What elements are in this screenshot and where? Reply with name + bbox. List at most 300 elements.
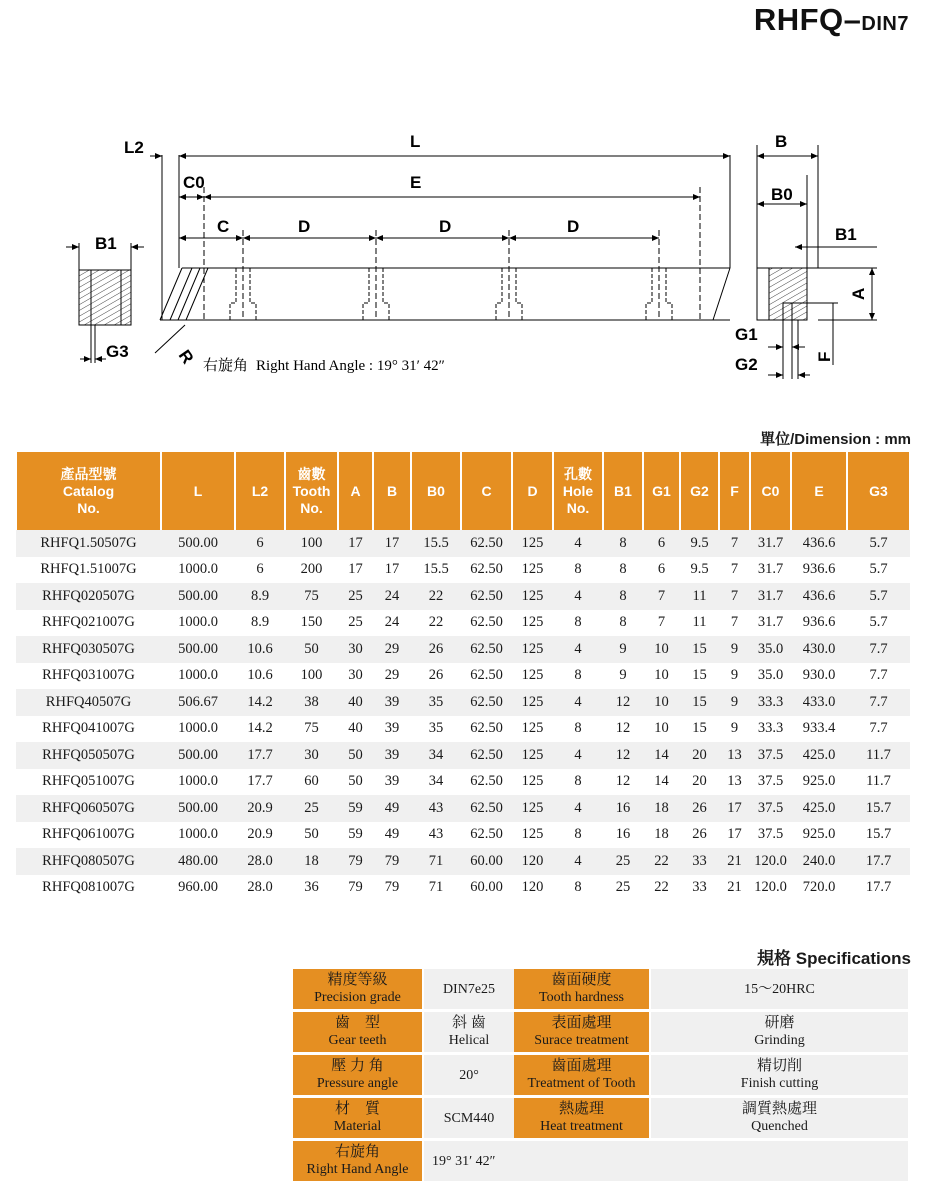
table-cell: 936.6 [791,610,847,637]
table-cell: 9.5 [680,557,719,584]
table-cell: 930.0 [791,663,847,690]
table-cell: 125 [512,769,553,796]
table-cell: 17.7 [235,742,285,769]
spec-table [293,966,908,1184]
table-row [16,530,910,557]
table-cell: 26 [680,795,719,822]
dim-label-b1-right: B1 [835,225,857,244]
table-cell: 125 [512,742,553,769]
table-cell: 11 [680,610,719,637]
table-cell: 240.0 [791,848,847,875]
catalog-number-cell: RHFQ060507G [16,795,161,822]
table-cell: 49 [373,822,411,849]
table-cell: 18 [285,848,338,875]
table-cell: 425.0 [791,742,847,769]
spec-label-gear-teeth: 齒 型 Gear teeth [293,1012,424,1052]
table-cell: 17 [338,557,373,584]
table-cell: 1000.0 [161,610,235,637]
table-cell: 8 [553,557,603,584]
dim-label-b1-left: B1 [95,234,117,253]
table-cell: 35.0 [750,636,791,663]
table-cell: 15.5 [411,530,461,557]
table-cell: 59 [338,795,373,822]
table-cell: 933.4 [791,716,847,743]
dim-label-b0: B0 [771,185,793,204]
table-cell: 7 [719,530,750,557]
dim-label-g3: G3 [106,342,129,361]
specs-heading: 規格 Specifications [757,949,911,968]
table-cell: 7 [719,610,750,637]
spec-row [293,1055,908,1095]
table-cell: 12 [603,742,643,769]
table-row [16,636,910,663]
table-cell: 33.3 [750,716,791,743]
table-cell: 1000.0 [161,769,235,796]
table-cell: 37.5 [750,742,791,769]
table-cell: 8 [553,610,603,637]
table-cell: 49 [373,795,411,822]
spec-value-heat-treatment: 調質熱處理 Quenched [651,1098,908,1138]
table-cell: 20 [680,742,719,769]
table-cell: 7.7 [847,663,910,690]
table-cell: 62.50 [461,663,512,690]
table-cell: 79 [373,875,411,902]
table-cell: 25 [603,875,643,902]
helix-note-en: Right Hand Angle : 19° 31′ 42″ [256,358,445,374]
table-cell: 79 [338,875,373,902]
table-row [16,583,910,610]
table-cell: 39 [373,716,411,743]
unit-label: 單位/Dimension : mm [760,431,911,448]
table-cell: 4 [553,848,603,875]
table-cell: 24 [373,583,411,610]
title-main: RHFQ– [753,2,862,37]
table-cell: 200 [285,557,338,584]
table-cell: 6 [235,530,285,557]
table-cell: 9 [719,663,750,690]
table-row [16,663,910,690]
table-cell: 62.50 [461,610,512,637]
catalog-number-cell: RHFQ081007G [16,875,161,902]
table-cell: 9 [603,636,643,663]
table-row [16,795,910,822]
table-cell: 31.7 [750,610,791,637]
table-cell: 50 [338,769,373,796]
table-cell: 7.7 [847,689,910,716]
table-cell: 4 [553,636,603,663]
dim-label-g2: G2 [735,355,758,374]
table-cell: 125 [512,663,553,690]
title-sub: DIN7 [861,13,909,35]
table-cell: 75 [285,716,338,743]
table-cell: 125 [512,610,553,637]
table-cell: 7 [643,610,680,637]
table-cell: 720.0 [791,875,847,902]
spec-value-tooth-treatment: 精切削 Finish cutting [651,1055,908,1095]
table-cell: 22 [411,583,461,610]
table-cell: 10 [643,716,680,743]
table-cell: 1000.0 [161,663,235,690]
table-cell: 20.9 [235,822,285,849]
catalog-number-cell: RHFQ40507G [16,689,161,716]
table-cell: 39 [373,769,411,796]
table-row [16,875,910,902]
dim-label-b: B [775,132,788,151]
column-header: G3 [847,452,910,530]
column-header: E [791,452,847,530]
spec-label-surface: 表面處理 Surace treatment [514,1012,651,1052]
dim-label-d-2: D [439,217,452,236]
table-cell: 960.00 [161,875,235,902]
catalog-number-cell: RHFQ021007G [16,610,161,637]
table-cell: 40 [338,716,373,743]
spec-label-hardness: 齒面硬度 Tooth hardness [514,969,651,1009]
table-cell: 22 [643,875,680,902]
table-cell: 425.0 [791,795,847,822]
table-row [16,689,910,716]
table-cell: 26 [411,663,461,690]
catalog-number-cell: RHFQ041007G [16,716,161,743]
table-row [16,610,910,637]
table-cell: 9 [719,636,750,663]
table-cell: 125 [512,795,553,822]
table-cell: 1000.0 [161,822,235,849]
table-cell: 62.50 [461,716,512,743]
table-cell: 22 [411,610,461,637]
table-cell: 5.7 [847,530,910,557]
table-cell: 6 [235,557,285,584]
table-cell: 14.2 [235,689,285,716]
table-cell: 33.3 [750,689,791,716]
table-cell: 8 [603,557,643,584]
column-header: L2 [235,452,285,530]
table-cell: 7 [719,557,750,584]
table-cell: 8 [553,822,603,849]
table-cell: 33 [680,875,719,902]
table-cell: 120 [512,848,553,875]
table-cell: 17.7 [847,848,910,875]
table-cell: 8 [553,663,603,690]
table-cell: 16 [603,822,643,849]
dim-label-l: L [410,132,421,151]
table-cell: 17.7 [847,875,910,902]
table-cell: 38 [285,689,338,716]
table-cell: 430.0 [791,636,847,663]
column-header: 產品型號 Catalog No. [16,452,161,530]
table-cell: 14 [643,769,680,796]
table-cell: 50 [285,636,338,663]
table-cell: 500.00 [161,636,235,663]
table-row [16,557,910,584]
table-cell: 100 [285,530,338,557]
left-section-view [79,270,131,325]
spec-value-precision: DIN7e25 [424,969,514,1009]
table-cell: 31.7 [750,583,791,610]
table-cell: 12 [603,769,643,796]
table-cell: 31.7 [750,530,791,557]
table-cell: 6 [643,557,680,584]
table-cell: 10 [643,689,680,716]
table-cell: 15.7 [847,822,910,849]
table-row [16,716,910,743]
dimension-table [15,452,911,901]
table-cell: 100 [285,663,338,690]
table-cell: 433.0 [791,689,847,716]
dim-label-e: E [410,173,422,192]
spec-value-hardness: 15～20HRC [651,969,908,1009]
spec-row [293,1012,908,1052]
table-cell: 125 [512,583,553,610]
table-cell: 20.9 [235,795,285,822]
dim-label-f: F [815,351,834,362]
table-cell: 29 [373,663,411,690]
table-cell: 8 [553,716,603,743]
table-cell: 4 [553,530,603,557]
spec-label-precision: 精度等級 Precision grade [293,969,424,1009]
table-cell: 62.50 [461,583,512,610]
table-cell: 4 [553,583,603,610]
table-cell: 120 [512,875,553,902]
table-cell: 24 [373,610,411,637]
table-cell: 500.00 [161,530,235,557]
table-cell: 79 [338,848,373,875]
spec-value-pressure-angle: 20° [424,1055,514,1095]
table-cell: 925.0 [791,769,847,796]
table-cell: 500.00 [161,742,235,769]
table-cell: 34 [411,769,461,796]
table-cell: 120.0 [750,848,791,875]
table-cell: 925.0 [791,822,847,849]
table-cell: 7.7 [847,636,910,663]
column-header: B [373,452,411,530]
table-cell: 40 [338,689,373,716]
spec-value-material: SCM440 [424,1098,514,1138]
table-cell: 17 [373,530,411,557]
table-cell: 33 [680,848,719,875]
table-cell: 25 [603,848,643,875]
table-cell: 7.7 [847,716,910,743]
table-row [16,769,910,796]
table-cell: 60.00 [461,875,512,902]
table-cell: 15 [680,716,719,743]
spec-label-helix-angle: 右旋角 Right Hand Angle [293,1141,424,1181]
table-cell: 8 [553,769,603,796]
table-cell: 15 [680,689,719,716]
table-cell: 62.50 [461,769,512,796]
column-header: G2 [680,452,719,530]
table-cell: 9 [719,689,750,716]
page-title [754,2,909,38]
table-cell: 50 [285,822,338,849]
column-header: F [719,452,750,530]
table-cell: 62.50 [461,742,512,769]
table-cell: 62.50 [461,557,512,584]
table-cell: 25 [285,795,338,822]
table-cell: 13 [719,742,750,769]
table-cell: 15 [680,663,719,690]
table-cell: 60 [285,769,338,796]
table-cell: 21 [719,848,750,875]
table-cell: 60.00 [461,848,512,875]
table-cell: 436.6 [791,583,847,610]
table-cell: 43 [411,822,461,849]
table-cell: 30 [285,742,338,769]
table-cell: 25 [338,610,373,637]
column-header: B0 [411,452,461,530]
table-cell: 506.67 [161,689,235,716]
catalog-number-cell: RHFQ1.51007G [16,557,161,584]
table-cell: 11.7 [847,769,910,796]
table-cell: 15.5 [411,557,461,584]
table-cell: 9 [719,716,750,743]
table-cell: 30 [338,663,373,690]
table-cell: 71 [411,875,461,902]
table-cell: 125 [512,557,553,584]
table-cell: 39 [373,742,411,769]
table-cell: 18 [643,795,680,822]
table-cell: 14 [643,742,680,769]
table-cell: 7 [643,583,680,610]
dim-label-d-3: D [567,217,580,236]
catalog-number-cell: RHFQ031007G [16,663,161,690]
table-cell: 62.50 [461,822,512,849]
table-cell: 75 [285,583,338,610]
catalog-number-cell: RHFQ020507G [16,583,161,610]
table-cell: 9.5 [680,530,719,557]
table-cell: 9 [603,663,643,690]
table-cell: 25 [338,583,373,610]
table-cell: 17 [719,822,750,849]
table-cell: 31.7 [750,557,791,584]
table-cell: 17 [338,530,373,557]
spec-label-tooth-treatment: 齒面處理 Treatment of Tooth [514,1055,651,1095]
technical-drawing [0,125,925,390]
table-cell: 10 [643,636,680,663]
table-cell: 15 [680,636,719,663]
table-cell: 28.0 [235,848,285,875]
table-cell: 26 [680,822,719,849]
table-cell: 11.7 [847,742,910,769]
table-cell: 120.0 [750,875,791,902]
table-cell: 62.50 [461,795,512,822]
table-cell: 28.0 [235,875,285,902]
table-row [16,848,910,875]
table-cell: 125 [512,530,553,557]
dim-label-c0: C0 [183,173,205,192]
table-cell: 125 [512,822,553,849]
catalog-number-cell: RHFQ080507G [16,848,161,875]
table-cell: 436.6 [791,530,847,557]
column-header: 齒數 Tooth No. [285,452,338,530]
column-header: D [512,452,553,530]
spec-label-heat-treatment: 熱處理 Heat treatment [514,1098,651,1138]
table-cell: 22 [643,848,680,875]
table-cell: 480.00 [161,848,235,875]
dim-label-a: A [849,287,868,300]
table-cell: 15.7 [847,795,910,822]
catalog-number-cell: RHFQ061007G [16,822,161,849]
table-cell: 125 [512,716,553,743]
table-cell: 17 [373,557,411,584]
dim-label-c: C [217,217,230,236]
table-cell: 37.5 [750,822,791,849]
table-cell: 35 [411,689,461,716]
table-cell: 8.9 [235,583,285,610]
spec-label-pressure-angle: 壓 力 角 Pressure angle [293,1055,424,1095]
dim-label-d-1: D [298,217,311,236]
spec-value-surface: 研磨 Grinding [651,1012,908,1052]
table-row [16,822,910,849]
table-cell: 17.7 [235,769,285,796]
spec-label-material: 材 質 Material [293,1098,424,1138]
table-cell: 8 [603,610,643,637]
table-cell: 11 [680,583,719,610]
spec-row [293,1141,908,1181]
table-cell: 35 [411,716,461,743]
column-header: B1 [603,452,643,530]
table-cell: 5.7 [847,583,910,610]
table-cell: 8 [603,583,643,610]
table-cell: 500.00 [161,583,235,610]
table-cell: 50 [338,742,373,769]
table-cell: 4 [553,795,603,822]
table-cell: 62.50 [461,689,512,716]
spec-row [293,1098,908,1138]
table-cell: 125 [512,636,553,663]
table-cell: 14.2 [235,716,285,743]
helix-note-zh: 右旋角 [203,358,249,374]
table-cell: 62.50 [461,636,512,663]
table-cell: 500.00 [161,795,235,822]
column-header: L [161,452,235,530]
spec-row [293,969,908,1009]
dim-label-g1: G1 [735,325,758,344]
table-cell: 71 [411,848,461,875]
table-cell: 21 [719,875,750,902]
table-cell: 7 [719,583,750,610]
table-cell: 17 [719,795,750,822]
table-cell: 5.7 [847,557,910,584]
table-cell: 1000.0 [161,557,235,584]
table-cell: 12 [603,689,643,716]
table-cell: 29 [373,636,411,663]
table-cell: 8 [603,530,643,557]
table-cell: 8.9 [235,610,285,637]
table-cell: 4 [553,689,603,716]
table-cell: 37.5 [750,769,791,796]
table-cell: 12 [603,716,643,743]
table-cell: 150 [285,610,338,637]
table-cell: 8 [553,875,603,902]
table-cell: 936.6 [791,557,847,584]
table-header-row [16,452,910,530]
table-cell: 5.7 [847,610,910,637]
table-cell: 62.50 [461,530,512,557]
catalog-number-cell: RHFQ051007G [16,769,161,796]
table-cell: 35.0 [750,663,791,690]
dim-label-r: R [174,346,198,368]
table-cell: 26 [411,636,461,663]
table-cell: 39 [373,689,411,716]
column-header: C0 [750,452,791,530]
table-cell: 36 [285,875,338,902]
table-cell: 16 [603,795,643,822]
table-cell: 1000.0 [161,716,235,743]
dim-label-l2: L2 [124,138,144,157]
table-row [16,742,910,769]
table-cell: 37.5 [750,795,791,822]
spec-value-helix-angle: 19° 31′ 42″ [424,1141,908,1181]
